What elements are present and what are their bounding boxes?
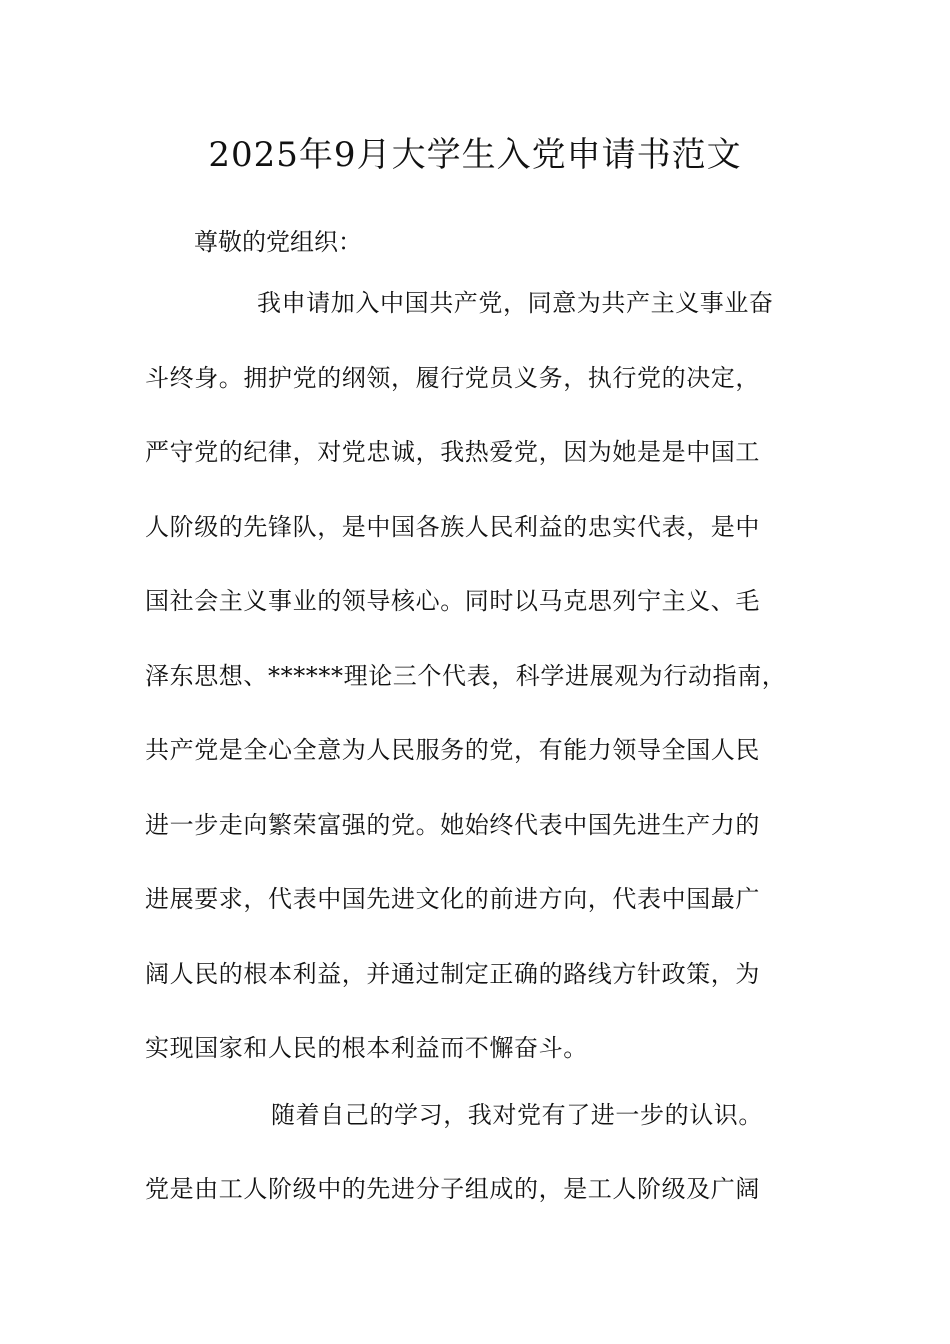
paragraph-line: 共产党是全心全意为人民服务的党，有能力领导全国人民	[145, 736, 760, 764]
paragraph-line: 实现国家和人民的根本利益而不懈奋斗。	[145, 1034, 588, 1062]
document-title: 2025年9月大学生入党申请书范文	[208, 135, 742, 175]
paragraph-line: 进一步走向繁荣富强的党。她始终代表中国先进生产力的	[145, 811, 760, 839]
salutation: 尊敬的党组织：	[194, 228, 362, 256]
paragraph-line: 严守党的纪律，对党忠诚，我热爱党，因为她是是中国工	[145, 438, 760, 466]
paragraph-line: 随着自己的学习，我对党有了进一步的认识。	[271, 1101, 763, 1129]
paragraph-line: 国社会主义事业的领导核心。同时以马克思列宁主义、毛	[145, 587, 760, 615]
paragraph-line: 进展要求，代表中国先进文化的前进方向，代表中国最广	[145, 885, 760, 913]
paragraph-line: 我申请加入中国共产党，同意为共产主义事业奋	[257, 289, 774, 317]
paragraph-line: 人阶级的先锋队，是中国各族人民利益的忠实代表，是中	[145, 513, 760, 541]
paragraph-line: 党是由工人阶级中的先进分子组成的，是工人阶级及广阔	[145, 1175, 760, 1203]
paragraph-line: 阔人民的根本利益，并通过制定正确的路线方针政策，为	[145, 960, 760, 988]
paragraph-line: 斗终身。拥护党的纲领，履行党员义务，执行党的决定，	[145, 364, 760, 392]
paragraph-line: 泽东思想、******理论三个代表，科学进展观为行动指南，	[145, 662, 787, 690]
